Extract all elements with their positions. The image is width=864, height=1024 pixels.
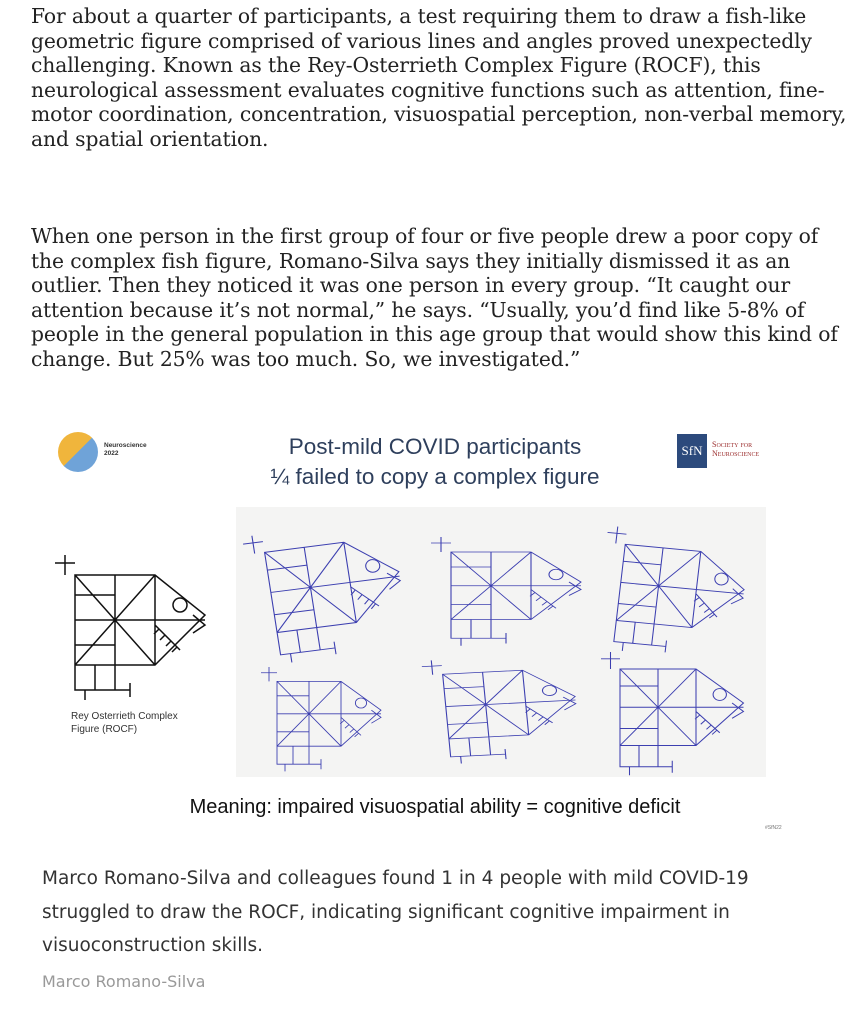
image-caption: Marco Romano-Silva and colleagues found 1 in 4 people with mild COVID-19 struggled to draw the ROCF, indicating significant cognitive impairment in visuoconstruction skills. xyxy=(42,868,749,956)
reference-rocf-figure xyxy=(50,550,220,710)
reference-label-line-2: Figure (ROCF) xyxy=(71,724,138,735)
article-paragraph-1: For about a quarter of participants, a test requiring them to draw a fish-like geometric figure comprised of various lines and angles proved unexpectedly challenging. Known as the Rey-Osterrieth Complex Figure (ROCF), this neurological assessment evaluates cognitive functions such as attention, fine-motor coordination, concentration, visuospatial perception, non-verbal memory, and spatial orientation. xyxy=(31,4,847,151)
article-paragraph-2: When one person in the first group of four or five people drew a poor copy of the complex fish figure, Romano-Silva says they initially dismissed it as an outlier. Then they noticed it was one person in every group. “It caught our attention because it’s not normal,” he says. “Usually, you’d find like 5-8% of people in the general population in this age group that would show this kind of change. But 25% was too much. So, we investigated.” xyxy=(31,224,838,371)
slide-conclusion: Meaning: impaired visuospatial ability = cognitive deficit xyxy=(189,796,681,818)
logo-year: 2022 xyxy=(104,450,119,457)
sfn-line-1: Society for xyxy=(712,440,753,449)
logo-name: Neuroscience xyxy=(104,442,147,449)
slide-title-line-2: ¼ failed to copy a complex figure xyxy=(270,464,600,489)
patient-drawing-1 xyxy=(242,518,411,666)
patient-drawing-6 xyxy=(601,652,744,775)
sfn-logo-text xyxy=(712,440,759,458)
patient-drawings xyxy=(236,507,766,777)
patient-drawing-3 xyxy=(594,526,750,662)
sfn-logo: SfN xyxy=(677,434,707,468)
sfn-line-2: Neuroscience xyxy=(712,449,760,458)
slide-image xyxy=(30,420,840,840)
patient-drawing-2 xyxy=(431,537,581,646)
reference-label-line-1: Rey Osterrieth Complex xyxy=(71,711,178,722)
reference-figure-label xyxy=(71,710,178,736)
patient-drawings-panel xyxy=(236,507,766,777)
patient-drawing-5 xyxy=(421,653,581,765)
slide-hashtag: #SfN22 xyxy=(765,825,782,831)
image-credit: Marco Romano-Silva xyxy=(42,972,206,991)
patient-drawing-4 xyxy=(261,667,381,771)
slide-title-line-1: Post-mild COVID participants xyxy=(288,434,582,459)
